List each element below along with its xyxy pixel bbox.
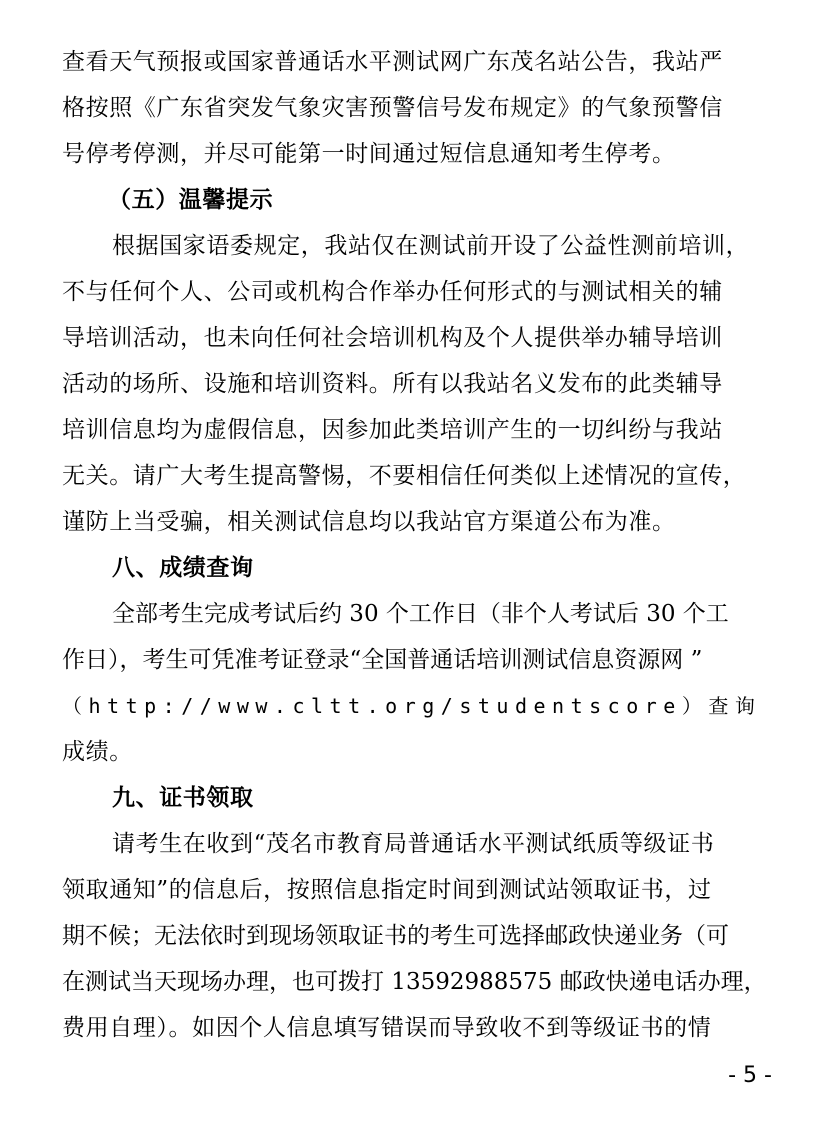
paragraph-line: 谨防上当受骗，相关测试信息均以我站官方渠道公布为准。 [62,509,676,535]
section-heading: （五）温馨提示 [108,187,274,213]
page-number: - 5 - [728,1063,772,1088]
url-line: （http://www.cltt.org/studentscore）查询 [62,694,762,718]
paragraph-line: 请考生在收到“茂名市教育局普通话水平测试纸质等级证书 [112,831,715,857]
paragraph-line: 无关。请广大考生提高警惕，不要相信任何类似上述情况的宣传， [62,463,747,489]
paragraph-line: 全部考生完成考试后约 30 个工作日（非个人考试后 30 个工 [112,601,729,627]
paragraph-line: 作日），考生可凭准考证登录“全国普通话培训测试信息资源网 ” [62,647,703,673]
paragraph-line: 活动的场所、设施和培训资料。所有以我站名义发布的此类辅导 [62,371,723,397]
paragraph-line: 费用自理）。如因个人信息填写错误而导致收不到等级证书的情 [62,1015,712,1041]
section-heading: 八、成绩查询 [112,555,254,581]
paragraph-line: 根据国家语委规定，我站仅在测试前开设了公益性测前培训， [112,233,750,259]
paragraph-line: 领取通知”的信息后，按照信息指定时间到测试站领取证书，过 [62,877,712,903]
paragraph-line: 期不候；无法依时到现场领取证书的考生可选择邮政快递业务（可 [62,923,729,949]
section-heading: 九、证书领取 [112,785,254,811]
paragraph-line: 不与任何个人、公司或机构合作举办任何形式的与测试相关的辅 [62,279,723,305]
paragraph-line: 培训信息均为虚假信息，因参加此类培训产生的一切纠纷与我站 [62,417,723,443]
paragraph-line: 查看天气预报或国家普通话水平测试网广东茂名站公告，我站严 [62,49,723,75]
paragraph-line: 格按照《广东省突发气象灾害预警信号发布规定》的气象预警信 [62,95,723,121]
paragraph-line: 成绩。 [62,739,133,765]
paragraph-line: 在测试当天现场办理，也可拨打 13592988575 邮政快递电话办理， [62,969,767,995]
paragraph-line: 导培训活动，也未向任何社会培训机构及个人提供举办辅导培训 [62,325,723,351]
paragraph-line: 号停考停测，并尽可能第一时间通过短信息通知考生停考。 [62,141,676,167]
